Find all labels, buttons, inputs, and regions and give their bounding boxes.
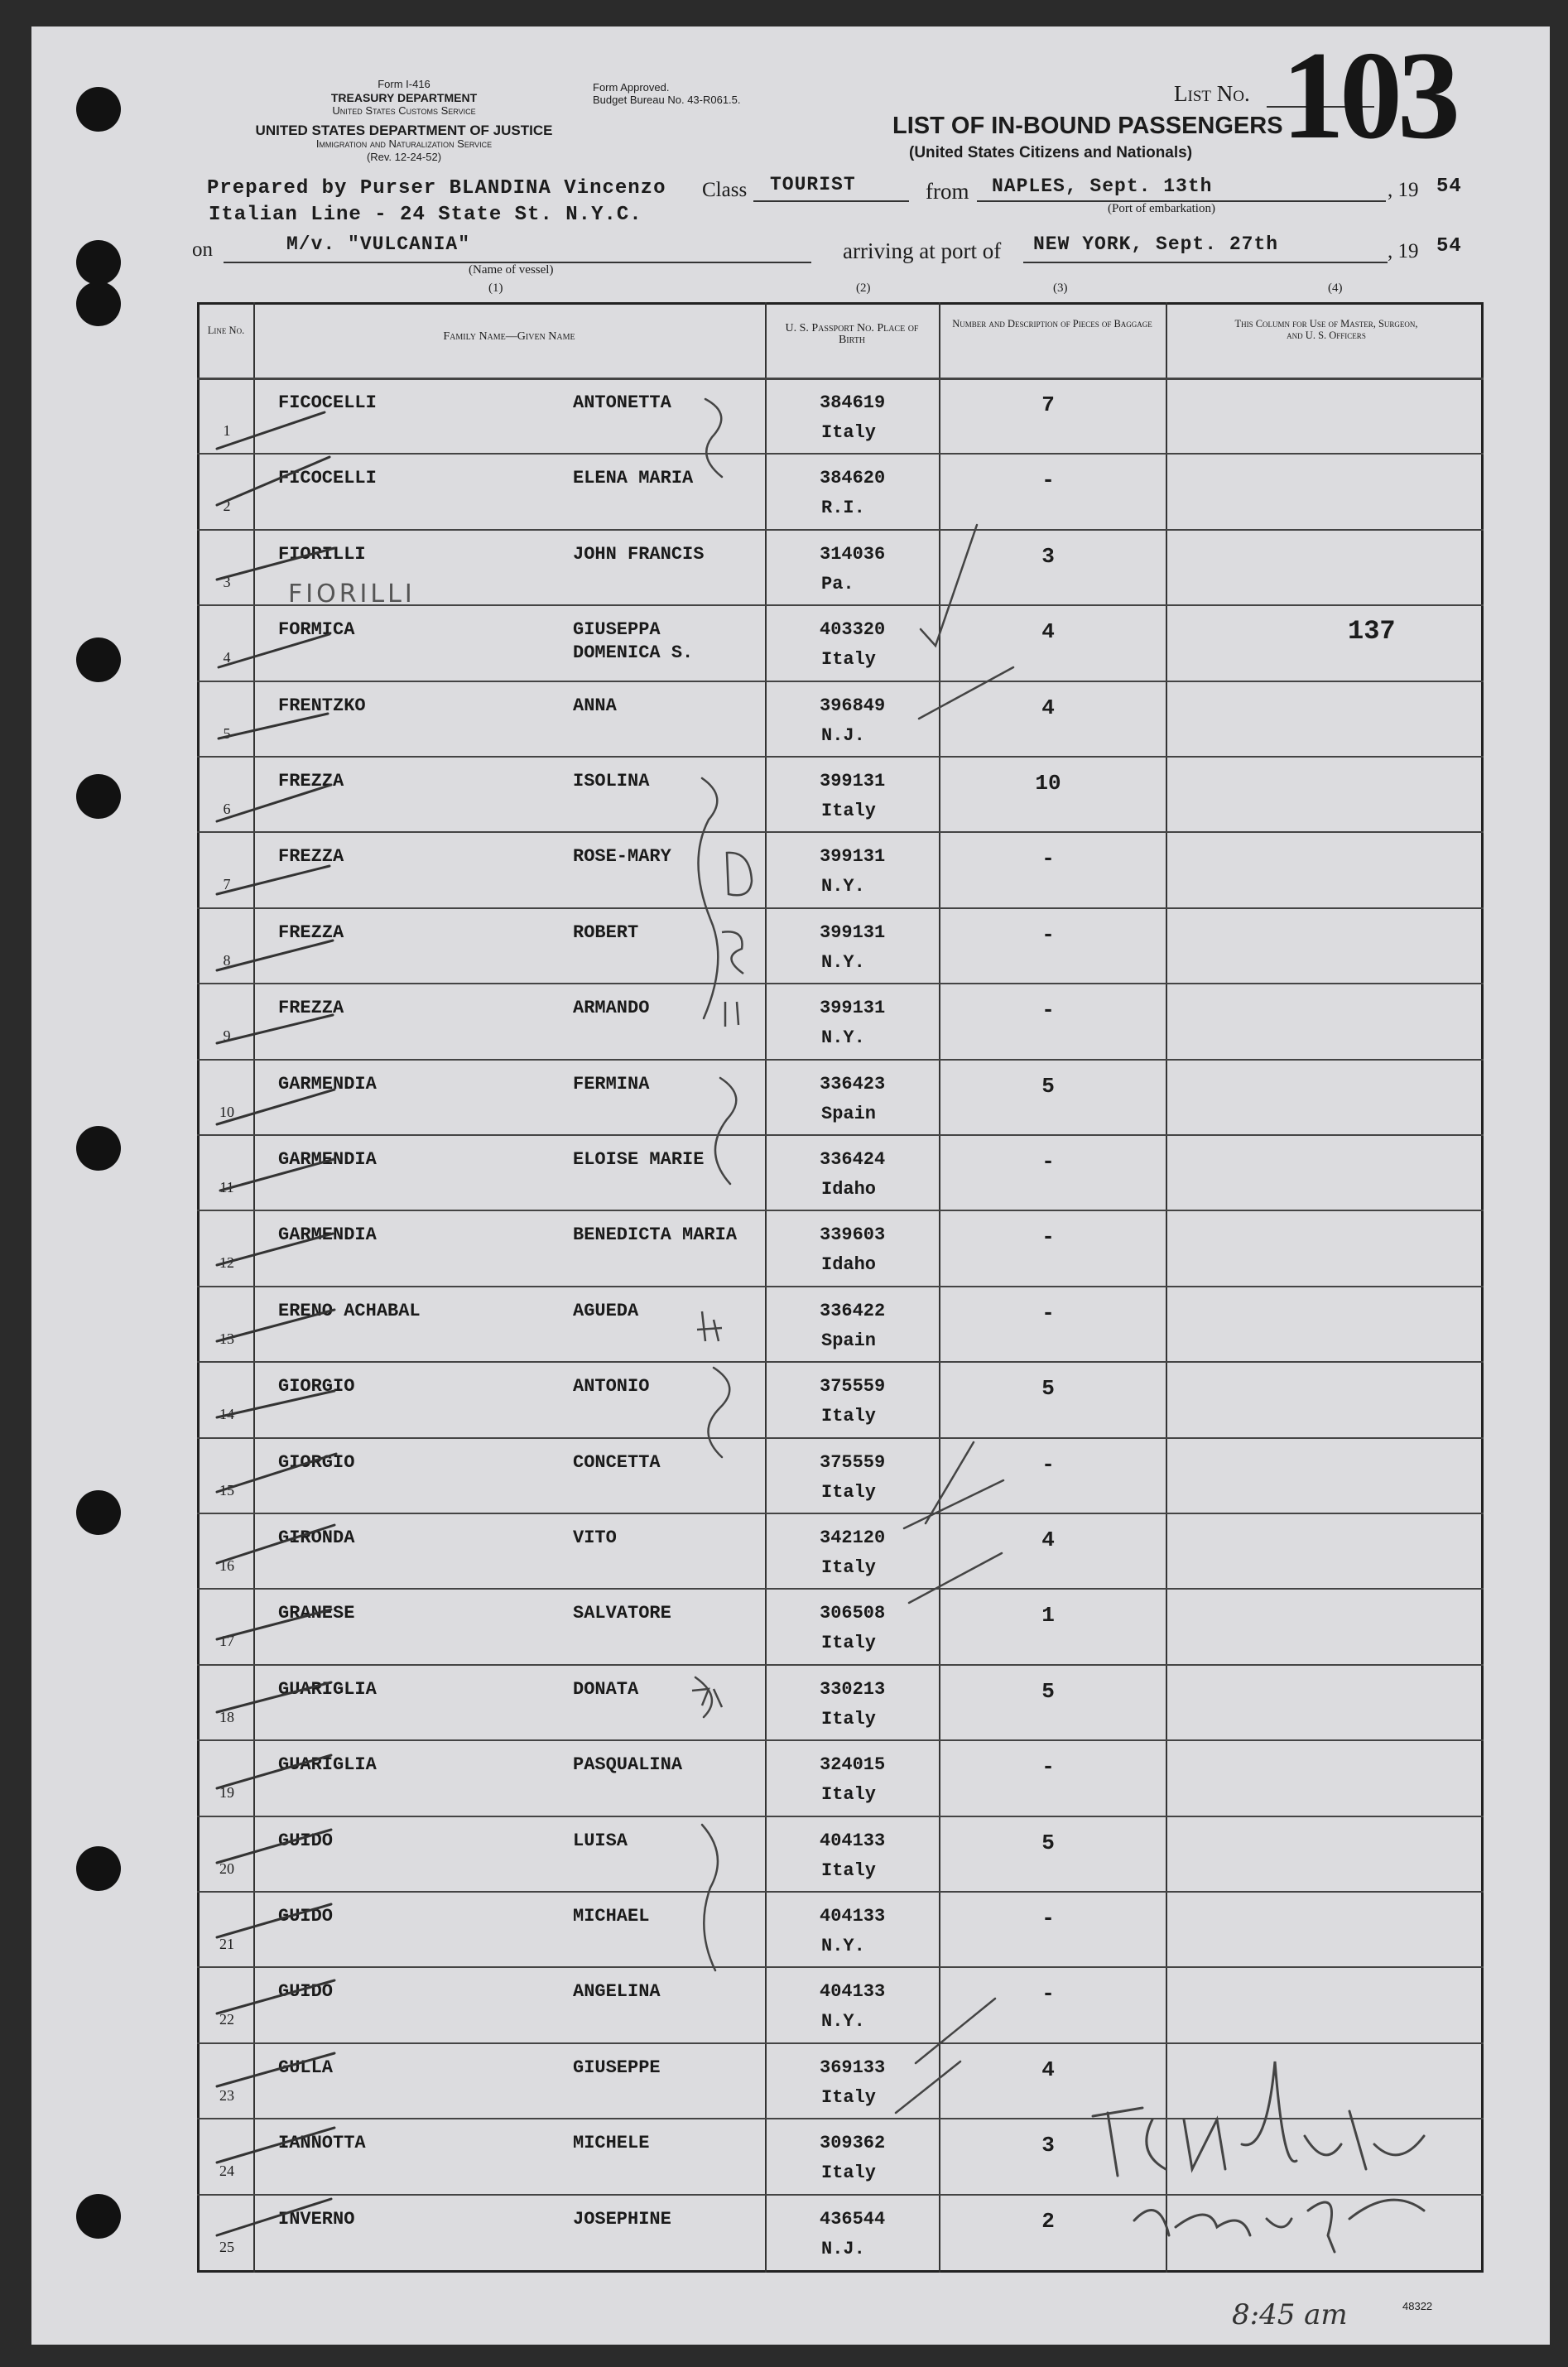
place-of-birth: Italy (821, 1633, 877, 1654)
vessel-name: M/v. "VULCANIA" (286, 233, 471, 255)
passport-number: 384620 (820, 468, 886, 489)
line-number: 3 (223, 573, 231, 590)
line-number: 5 (223, 724, 231, 742)
family-name: GUIDO (278, 1981, 334, 2003)
passport-number: 369133 (820, 2057, 886, 2078)
baggage-count: 5 (1041, 1830, 1055, 1855)
passport-number: 436544 (820, 2208, 886, 2230)
baggage-count: - (1041, 1149, 1055, 1174)
given-name: ELENA MARIA (573, 468, 694, 489)
line-number: 23 (219, 2086, 234, 2104)
handwritten-fiorilli: FIORILLI (288, 580, 416, 609)
family-name: FIORILLI (278, 543, 366, 565)
baggage-count: 3 (1041, 543, 1055, 569)
given-name: JOSEPHINE (573, 2208, 671, 2230)
family-name: FICOCELLI (278, 392, 377, 413)
given-name: ROSE-MARY (573, 846, 671, 868)
place-of-birth: Italy (821, 1784, 877, 1806)
family-name: FREZZA (278, 771, 344, 791)
passport-number: 375559 (820, 1376, 886, 1398)
given-name: ROBERT (573, 921, 639, 943)
baggage-count: - (1041, 1451, 1055, 1477)
place-of-birth: Italy (821, 1406, 877, 1427)
passport-check-marks (896, 525, 1013, 2113)
given-name: ARMANDO (573, 998, 650, 1019)
baggage-count: - (1041, 921, 1055, 947)
line-number: 10 (219, 1103, 234, 1120)
line-number: 15 (219, 1481, 234, 1499)
page-subtitle: (United States Citizens and Nationals) (909, 144, 1193, 161)
col-number-1: (1) (488, 281, 503, 295)
family-name: GIRONDA (278, 1527, 355, 1548)
baggage-count: 2 (1041, 2208, 1055, 2234)
place-of-birth: Italy (821, 1708, 877, 1730)
passport-number: 375559 (820, 1451, 886, 1473)
given-name: BENEDICTA MARIA (573, 1224, 738, 1246)
given-name: ISOLINA (573, 771, 650, 791)
col-number-4: (4) (1328, 281, 1343, 295)
given-name: JOHN FRANCIS (573, 543, 705, 565)
footer-code: 48322 (1402, 2300, 1433, 2312)
line-number: 25 (219, 2238, 234, 2255)
passport-number: 399131 (820, 771, 886, 791)
class-label: Class (702, 179, 748, 201)
baggage-count: 5 (1041, 1376, 1055, 1402)
col-number-3: (3) (1053, 281, 1068, 295)
place-of-birth: Italy (821, 649, 877, 671)
place-of-birth: Idaho (821, 1179, 877, 1200)
place-of-birth: Italy (821, 1859, 877, 1881)
from-value: NAPLES, Sept. 13th (992, 176, 1213, 197)
arriving-year-prefix: , 19 (1388, 240, 1419, 262)
line-number: 9 (223, 1027, 231, 1045)
agency-justice: UNITED STATES DEPARTMENT OF JUSTICE (255, 123, 553, 138)
arriving-label: arriving at port of (843, 238, 1002, 263)
family-name: FREZZA (278, 846, 344, 868)
passport-number: 324015 (820, 1754, 886, 1776)
prepared-by: Prepared by Purser BLANDINA Vincenzo (207, 177, 666, 200)
col-header-name: Family Name—Given Name (443, 330, 575, 343)
line-number: 22 (219, 2011, 234, 2028)
line-number: 6 (223, 801, 231, 817)
line-number: 2 (223, 498, 231, 515)
baggage-count: - (1041, 998, 1055, 1023)
place-of-birth: Italy (821, 2163, 877, 2184)
family-name: GUARIGLIA (278, 1678, 377, 1700)
line-number: 11 (219, 1179, 234, 1196)
given-name: ANNA (573, 695, 617, 716)
place-of-birth: N.Y. (821, 951, 865, 973)
given-name: SALVATORE (573, 1603, 671, 1624)
line-number: 21 (219, 1936, 234, 1952)
list-no-label: List No. (1174, 81, 1250, 106)
given-name: VITO (573, 1527, 617, 1548)
line-number: 12 (219, 1254, 234, 1272)
passport-number: 339603 (820, 1224, 886, 1246)
place-of-birth: Italy (821, 1481, 877, 1503)
family-name: ERENO ACHABAL (278, 1300, 421, 1321)
col-header-passport: U. S. Passport No. Place of Birth (785, 322, 919, 346)
line-number: 20 (219, 1859, 234, 1877)
line-number: 4 (223, 649, 231, 666)
passport-number: 404133 (820, 1906, 886, 1927)
family-name: GARMENDIA (278, 1224, 377, 1246)
family-name: IANNOTTA (278, 2133, 366, 2154)
family-name: FREZZA (278, 921, 344, 943)
passport-number: 399131 (820, 921, 886, 943)
agency-customs: United States Customs Service (332, 104, 476, 117)
passport-number: 399131 (820, 998, 886, 1019)
passport-number: 336424 (820, 1149, 886, 1170)
baggage-count: - (1041, 1300, 1055, 1325)
line-number: 17 (219, 1633, 234, 1650)
budget-bureau-line: Budget Bureau No. 43-R061.5. (593, 94, 741, 106)
line-number: 18 (219, 1708, 234, 1725)
family-name: FREZZA (278, 998, 344, 1019)
given-name: GIUSEPPE (573, 2057, 661, 2078)
line-number: 19 (219, 1784, 234, 1802)
given-name: DONATA (573, 1678, 639, 1700)
given-name: ANGELINA (573, 1981, 661, 2003)
place-of-birth: Idaho (821, 1254, 877, 1276)
arriving-value: NEW YORK, Sept. 27th (1033, 233, 1279, 255)
approval-line: Form Approved. (593, 81, 670, 94)
form-revision: (Rev. 12-24-52) (366, 151, 442, 163)
place-of-birth: Spain (821, 1330, 877, 1351)
family-name: GARMENDIA (278, 1149, 377, 1170)
baggage-count: - (1041, 1906, 1055, 1931)
family-name: FRENTZKO (278, 695, 366, 716)
place-of-birth: Italy (821, 1557, 877, 1578)
agency-treasury: TREASURY DEPARTMENT (330, 91, 478, 104)
on-label: on (192, 238, 213, 261)
passport-number: 330213 (820, 1678, 886, 1700)
baggage-count: - (1041, 846, 1055, 872)
form-id: Form I-416 (378, 78, 430, 90)
given-name: AGUEDA (573, 1300, 639, 1321)
col-header-line-no: Line No. (207, 325, 245, 336)
family-name: GARMENDIA (278, 1073, 377, 1094)
place-of-birth: N.J. (821, 2238, 865, 2259)
baggage-count: - (1041, 1754, 1055, 1780)
line-number: 14 (219, 1406, 234, 1423)
given-name: ANTONIO (573, 1376, 650, 1398)
line-number: 1 (223, 422, 231, 439)
given-name: MICHELE (573, 2133, 650, 2154)
family-name: GRANESE (278, 1603, 355, 1624)
baggage-count: 1 (1041, 1603, 1055, 1629)
list-number: 103 (1282, 26, 1455, 165)
passport-number: 306508 (820, 1603, 886, 1624)
place-of-birth: Pa. (821, 573, 854, 594)
page-title: LIST OF IN-BOUND PASSENGERS (892, 113, 1283, 139)
family-name: GUIDO (278, 1830, 334, 1851)
place-of-birth: Italy (821, 422, 877, 443)
line-number: 13 (219, 1330, 234, 1347)
signature-time: 8:45 am (1232, 2298, 1348, 2331)
place-of-birth: Italy (821, 2086, 877, 2108)
given-name: ELOISE MARIE (573, 1149, 705, 1170)
line-number: 8 (223, 951, 231, 969)
family-brackets (695, 399, 736, 1970)
place-of-birth: N.Y. (821, 876, 865, 897)
from-label: from (926, 179, 969, 204)
baggage-count: - (1041, 1981, 1055, 2007)
place-of-birth: Spain (821, 1103, 877, 1124)
place-of-birth: Italy (821, 801, 877, 821)
passport-number: 403320 (820, 619, 886, 641)
class-value: TOURIST (770, 174, 856, 195)
line-number: 7 (223, 876, 231, 893)
passport-number: 309362 (820, 2133, 886, 2154)
officer-signature (1093, 2062, 1424, 2252)
family-name: GIORGIO (278, 1451, 355, 1473)
place-of-birth: R.I. (821, 498, 865, 519)
port-embarkation-caption: (Port of embarkation) (1108, 202, 1215, 215)
place-of-birth: N.J. (821, 724, 865, 746)
from-year: 54 (1436, 176, 1462, 198)
line-number: 16 (219, 1557, 234, 1574)
from-year-prefix: , 19 (1388, 179, 1419, 201)
baggage-count: 4 (1041, 695, 1055, 720)
letter-marks (692, 853, 752, 1707)
passport-number: 336422 (820, 1300, 886, 1321)
baggage-count: 7 (1041, 392, 1055, 417)
baggage-count: - (1041, 468, 1055, 493)
given-name-line2: DOMENICA S. (573, 642, 694, 664)
passport-number: 336423 (820, 1073, 886, 1094)
family-name: GUARIGLIA (278, 1754, 377, 1776)
officer-mark: 137 (1348, 616, 1396, 647)
passport-number: 396849 (820, 695, 886, 716)
passport-number: 342120 (820, 1527, 886, 1548)
passport-number: 314036 (820, 543, 886, 565)
place-of-birth: N.Y. (821, 1027, 865, 1049)
baggage-count: 5 (1041, 1073, 1055, 1099)
passport-number: 399131 (820, 846, 886, 868)
family-name: INVERNO (278, 2208, 355, 2230)
given-name: MICHAEL (573, 1906, 650, 1927)
passport-number: 384619 (820, 392, 886, 413)
given-name: PASQUALINA (573, 1754, 683, 1776)
family-name: FORMICA (278, 619, 355, 641)
passport-number: 404133 (820, 1981, 886, 2003)
baggage-count: 10 (1035, 771, 1061, 796)
baggage-count: - (1041, 1224, 1055, 1250)
line-address: Italian Line - 24 State St. N.Y.C. (209, 204, 642, 226)
given-name: FERMINA (573, 1073, 650, 1094)
line-number: 24 (219, 2163, 234, 2180)
place-of-birth: N.Y. (821, 1936, 865, 1956)
col-header-baggage: Number and Description of Pieces of Baggage (952, 318, 1152, 330)
given-name: ANTONETTA (573, 392, 671, 413)
family-name: GUIDO (278, 1906, 334, 1927)
baggage-count: 4 (1041, 1527, 1055, 1552)
family-name: FICOCELLI (278, 468, 377, 489)
baggage-count: 3 (1041, 2133, 1055, 2158)
family-name: GULLA (278, 2057, 334, 2078)
col-header-officers: This Column for Use of Master, Surgeon, and U. S. Officers (1234, 318, 1418, 341)
agency-ins: Immigration and Naturalization Service (315, 137, 493, 150)
baggage-count: 5 (1041, 1678, 1055, 1704)
baggage-count: 4 (1041, 2057, 1055, 2082)
family-name: GIORGIO (278, 1376, 355, 1398)
given-name: GIUSEPPA (573, 619, 661, 641)
col-number-2: (2) (856, 281, 871, 295)
vessel-caption: (Name of vessel) (469, 263, 554, 277)
place-of-birth: N.Y. (821, 2011, 865, 2033)
given-name: LUISA (573, 1830, 628, 1851)
baggage-count: 4 (1041, 619, 1055, 645)
row-check-marks (217, 412, 336, 2235)
given-name: CONCETTA (573, 1451, 661, 1473)
passport-number: 404133 (820, 1830, 886, 1851)
arriving-year: 54 (1436, 235, 1462, 257)
